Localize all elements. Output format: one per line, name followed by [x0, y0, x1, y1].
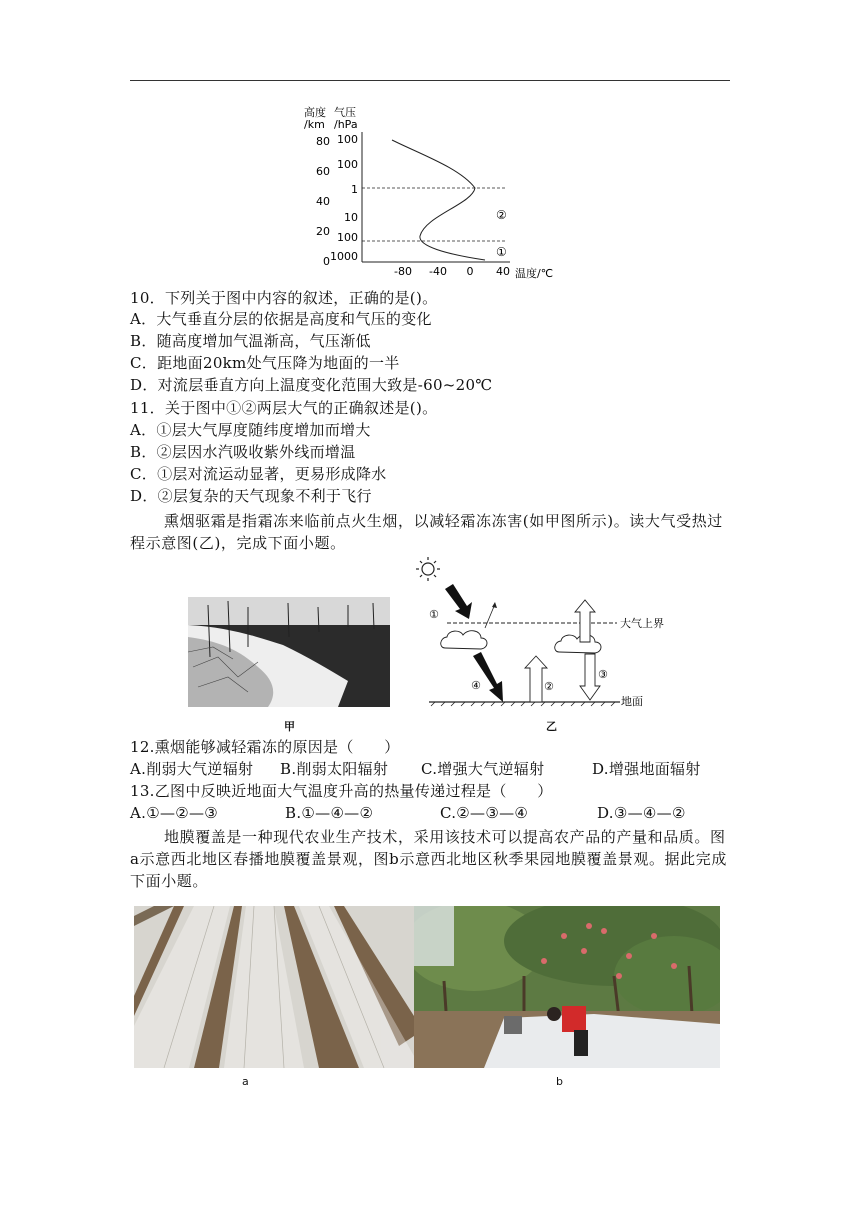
caption-a: a	[242, 1075, 249, 1088]
cloud-left	[441, 631, 487, 649]
q12-option-d[interactable]: D.增强地面辐射	[592, 760, 701, 778]
label-4: ④	[471, 679, 481, 692]
ground-label: 地面	[621, 695, 643, 708]
height-tick: 60	[316, 165, 330, 178]
q13-option-b[interactable]: B.①—④—②	[285, 804, 374, 822]
q11-option-a[interactable]: A．①层大气厚度随纬度增加而增大	[130, 421, 371, 439]
q13-option-c[interactable]: C.②—③—④	[440, 804, 529, 822]
height-tick: 40	[316, 195, 330, 208]
height-unit: /km	[304, 118, 325, 131]
layer-1-label: ①	[496, 245, 507, 259]
frost-smoke-photo	[188, 597, 390, 707]
atmosphere-profile-figure	[300, 104, 570, 280]
pressure-tick: 10	[344, 211, 358, 224]
q10-option-b[interactable]: B．随高度增加气温渐高，气压渐低	[130, 332, 371, 350]
q10-option-c[interactable]: C．距地面20km处气压降为地面的一半	[130, 354, 400, 372]
temp-tick: 40	[496, 265, 510, 278]
temp-axis-label: 温度/℃	[515, 267, 554, 280]
temp-tick: -40	[429, 265, 447, 278]
q12-option-a[interactable]: A.削弱大气逆辐射	[130, 760, 254, 778]
layer-2-label: ②	[496, 208, 507, 222]
autumn-orchard-photo	[414, 906, 720, 1068]
q10-option-a[interactable]: A．大气垂直分层的依据是高度和气压的变化	[130, 310, 432, 328]
header-rule	[130, 80, 730, 81]
q12-option-c[interactable]: C.增强大气逆辐射	[421, 760, 545, 778]
arrow-3-counter-radiation	[580, 654, 600, 700]
label-2: ②	[544, 680, 554, 693]
height-tick: 80	[316, 135, 330, 148]
temp-tick: -80	[394, 265, 412, 278]
q12-option-b[interactable]: B.削弱太阳辐射	[280, 760, 389, 778]
arrow-atmosphere-upward	[575, 600, 595, 642]
q11-option-b[interactable]: B．②层因水汽吸收紫外线而增温	[130, 443, 356, 461]
reflection-arrow	[485, 604, 495, 628]
height-tick: 0	[323, 255, 330, 268]
q11-option-c[interactable]: C．①层对流运动显著，更易形成降水	[130, 465, 387, 483]
q12-stem: 12.熏烟能够减轻霜冻的原因是（ ）	[130, 738, 400, 756]
pressure-tick: 1	[351, 183, 358, 196]
q13-options	[130, 803, 686, 824]
q11-option-d[interactable]: D．②层复杂的天气现象不利于飞行	[130, 487, 372, 505]
cloud-right	[555, 635, 601, 653]
arrow-1-solar	[445, 584, 472, 619]
temp-tick: 0	[466, 265, 474, 278]
intro-paragraph-mulch: 地膜覆盖是一种现代农业生产技术，采用该技术可以提高农产品的产量和品质。图a示意西北地区春播地膜覆盖景观，图b示意西北地区秋季果园地膜覆盖景观。据此完成下面小题。	[130, 828, 727, 890]
q12-options	[130, 759, 701, 780]
q13-option-d[interactable]: D.③—④—②	[597, 804, 686, 822]
arrow-4-solar-to-ground	[473, 652, 503, 702]
heating-process-diagram	[415, 556, 665, 736]
pressure-tick: 1000	[330, 250, 358, 263]
q10-option-d[interactable]: D．对流层垂直方向上温度变化范围大致是-60~20℃	[130, 376, 493, 394]
height-tick: 20	[316, 225, 330, 238]
height-label: 高度	[304, 106, 326, 119]
pressure-tick: 100	[337, 133, 358, 146]
label-1: ①	[429, 608, 439, 621]
q13-stem: 13.乙图中反映近地面大气温度升高的热量传递过程是（ ）	[130, 782, 553, 800]
arrow-2-ground-radiation	[525, 656, 547, 702]
temperature-curve	[392, 140, 485, 260]
caption-b: b	[556, 1075, 563, 1088]
pressure-tick: 100	[337, 231, 358, 244]
pressure-label: 气压	[334, 106, 356, 119]
q11-stem: 11．关于图中①②两层大气的正确叙述是()。	[130, 399, 438, 417]
reflection-arrowhead	[492, 602, 497, 608]
pressure-tick: 100	[337, 158, 358, 171]
q10-stem: 10．下列关于图中内容的叙述，正确的是()。	[130, 289, 438, 307]
caption-yi: 乙	[546, 720, 557, 733]
q13-option-a[interactable]: A.①—②—③	[130, 804, 219, 822]
spring-mulch-photo	[134, 906, 414, 1068]
intro-paragraph-smoke: 熏烟驱霜是指霜冻来临前点火生烟，以减轻霜冻冻害(如甲图所示)。读大气受热过程示意图(乙)，完成下面小题。	[130, 512, 723, 552]
sun-icon	[416, 557, 440, 581]
label-3: ③	[598, 668, 608, 681]
pressure-unit: /hPa	[334, 118, 358, 131]
atmosphere-top-label: 大气上界	[620, 617, 664, 630]
caption-jia: 甲	[284, 720, 295, 733]
